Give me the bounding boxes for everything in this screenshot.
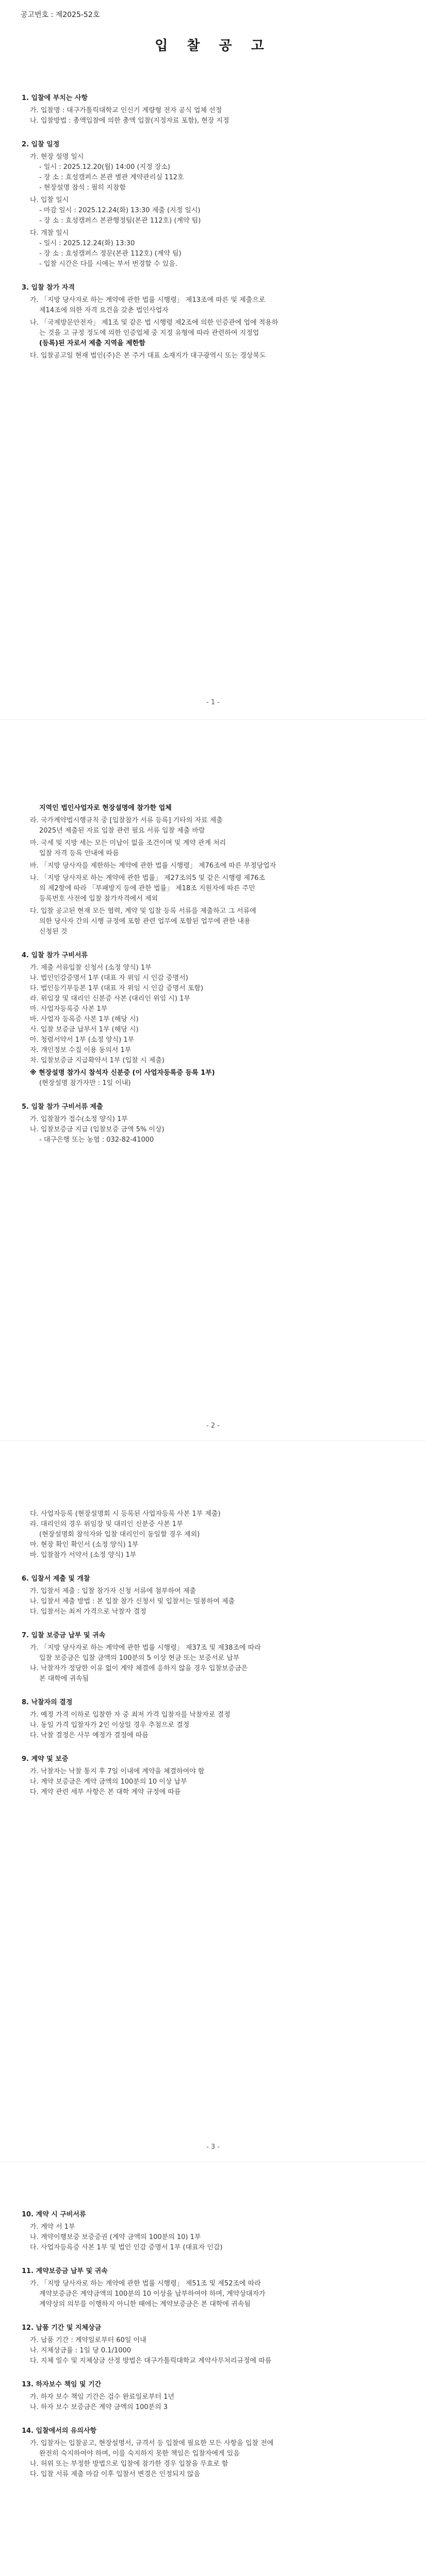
page-number: - 2 - xyxy=(206,1422,220,1430)
text-line: 입찰 보증금은 입찰 금액의 100분의 5 이상 현금 또는 보증서로 납부 xyxy=(39,1654,240,1662)
text-line: 다. 지체 일수 및 지체상금 산정 방법은 대구가톨릭대학교 계약사무처리규정에 따름 xyxy=(30,2357,272,2365)
text-line: 나. 계약 보증금은 계약 금액의 100분의 10 이상 납부 xyxy=(30,1778,187,1786)
note-line: (현장설명 참가자만 : 1일 이내) xyxy=(39,1079,131,1087)
text-line: - 일시 : 2025.12.24(화) 13:30 xyxy=(39,240,135,247)
document-title: 입 찰 공 고 xyxy=(155,38,271,54)
text-line: 다. 입찰 서류 제출 마감 이후 입찰서 변경은 인정되지 않음 xyxy=(30,2470,201,2478)
list-item: 자. 개인정보 수집 이용 동의서 1부 xyxy=(30,1046,132,1054)
text-line: 2025년 제출된 자료 입찰 관련 필요 서류 입찰 제출 바람 xyxy=(39,827,205,835)
list-item: 다. 법인등기부등본 1부 (대표 자 위임 시 인감 증명서 포함) xyxy=(30,985,204,992)
text-line: 나. 하자 보수 보증금은 계약 금액의 100분의 3 xyxy=(30,2403,168,2411)
text-line: 완전히 숙지하여야 하며, 이를 숙지하지 못한 책임은 입찰자에게 있음 xyxy=(39,2450,240,2458)
text-line: 가. 낙찰자는 낙찰 통지 후 7일 이내에 계약을 체결하여야 함 xyxy=(30,1768,205,1775)
text-line: 마. 현장 확인 확인서 (소정 양식) 1부 xyxy=(30,1541,139,1549)
text-line: 다. 입찰서는 최저 가격으로 낙찰자 결정 xyxy=(30,1608,146,1616)
section-heading: 10. 계약 시 구비서류 xyxy=(22,2211,86,2218)
text-line: 가. 입찰참가 접수(소정 양식) 1부 xyxy=(30,1115,128,1123)
text-line: 가. 입찰명 : 대구가톨릭대학교 인신기 계량형 전자 공식 업체 선정 xyxy=(30,107,222,114)
section-heading: 4. 입찰 참가 구비서류 xyxy=(22,952,88,959)
text-line: 다. 낙찰 결정은 사무 예정가 결정에 따름 xyxy=(30,1732,149,1739)
text-line: 나. 입찰보증금 지급 (입찰보증 금액 5% 이상) xyxy=(30,1126,165,1133)
text-line: 의 제2항에 따라 「부패방지 등에 관한 법률」 제18조 지원자에 따른 주민 xyxy=(39,885,255,892)
list-item: 바. 사업자 등록증 사본 1부 (해당 시) xyxy=(30,1015,139,1023)
section-heading: 11. 계약보증금 납부 및 귀속 xyxy=(22,2267,108,2275)
list-item: 나. 계약이행보증 보증증권 (계약 금액의 100분의 10) 1부 xyxy=(30,2233,201,2241)
section-heading: 14. 입찰에서의 유의사항 xyxy=(22,2427,97,2435)
text-line: 나. 동일 가격 입찰자가 2인 이상일 경우 추첨으로 결정 xyxy=(30,1721,190,1729)
document-page-1 xyxy=(0,0,426,716)
document-page-4 xyxy=(0,2164,426,2576)
text-line: - 대구은행 또는 농협 : 032-82-41000 xyxy=(39,1136,154,1144)
text-line: - 입찰 시간은 다를 시에는 부서 번경할 수 있음. xyxy=(39,260,177,268)
text-line: 라. 국가계약법시행규칙 중 [입찰참가 서류 등록] 기타의 자료 제출 xyxy=(30,817,223,824)
text-line: 바. 「지방 당사자를 제한하는 계약에 관한 법률 시행령」 제76조에 따른 부정당업자 xyxy=(30,862,276,870)
section-heading: 5. 입찰 참가 구비서류 제출 xyxy=(22,1103,103,1111)
text-line: 나. 낙찰자가 정당한 이유 없이 계약 체결에 응하지 않을 경우 입찰보증금은 xyxy=(30,1665,248,1672)
text-line: 등록번호 사전에 입찰 참가자격에서 제외 xyxy=(39,895,158,903)
text-line: - 마감 일시 : 2025.12.24(화) 13:30 제출 (지정 일시) xyxy=(39,207,201,214)
text-line: 다. 입찰 공고된 현재 모든 협력, 계약 및 입찰 등록 서류를 제출하고 그 서류에 xyxy=(30,907,256,915)
text-line: 계약상의 의무를 이행하지 아니한 때에는 계약보증금은 본 대학에 귀속됨 xyxy=(39,2300,251,2308)
text-line: 가. 예정 가격 이하로 입찰한 자 중 최저 가격 입찰자를 낙찰자로 결정 xyxy=(30,1711,231,1719)
page-divider xyxy=(0,719,426,720)
text-line: 마. 국세 및 지방 세는 모든 미납이 없을 조건이며 및 계약 관계 처리 xyxy=(30,839,226,847)
text-line: 가. 하자 보수 책임 기간은 검수 완료일로부터 1년 xyxy=(30,2393,174,2401)
text-line: 나. 「지방 당사자로 하는 계약에 관한 법률」 제27조의5 및 같은 시행령 제76조 xyxy=(30,874,266,882)
list-item: 차. 입찰보증금 지급확약서 1부 (입찰 시 제출) xyxy=(30,1057,165,1064)
text-line: (현장설명회 참석자와 입찰 대리인이 동일할 경우 제외) xyxy=(39,1531,200,1538)
text-line: 는 것을 고 규정 정도에 의한 인증업체 중 지정 유형에 따라 관련하여 지정업 xyxy=(39,329,259,337)
section-heading: 3. 입찰 참가 자격 xyxy=(22,284,75,292)
text-line: 입찰 자격 등록 안내에 따름 xyxy=(39,850,119,857)
text-line: 가. 「지방 당사자로 하는 계약에 관한 법률 시행령」 제13조에 따른 및 제출으로 xyxy=(30,296,266,304)
text-line: 다. 개찰 일시 xyxy=(30,229,69,237)
section-heading: 1. 입찰에 부치는 사항 xyxy=(22,94,88,102)
text-line: 본 대학에 귀속됨 xyxy=(39,1675,89,1683)
text-line: 나. 지체상금률 : 1일 당 0.1/1000 xyxy=(30,2347,132,2354)
text-line: 제14조에 의한 자격 요건을 갖춘 법인사업자 xyxy=(39,307,169,314)
text-line: - 장 소 : 효성캠퍼스 본관행정팀(본관 112호) (계약 팀) xyxy=(39,217,201,225)
list-item: 가. 계약 서 1부 xyxy=(30,2223,75,2231)
text-line: 나. 입찰서 제출 방법 : 본 입찰 참가 신청서 및 입찰서는 밀봉하여 제출 xyxy=(30,1598,235,1605)
text-line: - 장 소 : 효성캠퍼스 정문(본관 112호) (계약 팀) xyxy=(39,250,182,258)
text-line: 나. 「국제방문안전자」 제1조 및 같은 법 시행령 제2조에 의한 인증관에 업에 적용하 xyxy=(30,319,278,327)
section-heading: 9. 계약 및 보증 xyxy=(22,1755,69,1763)
text-line: 가. 「지방 당사자로 하는 계약에 관한 법률 시행령」 제37조 및 제38조에 따라 xyxy=(30,1644,261,1652)
text-line: 다. 사업자등록 (현장설명회 시 등록된 사업자등록 사본 1부 제출) xyxy=(30,1510,221,1518)
section-heading: 13. 하자보수 책임 및 기간 xyxy=(22,2381,102,2388)
text-line: 나. 허위 또는 부정한 방법으로 입찰에 참가한 경우 입찰을 무효로 함 xyxy=(30,2460,228,2468)
text-line: 나. 입찰방법 : 총액입찰에 의한 총액 입찰(지정자료 포함), 현장 지정 xyxy=(30,117,230,125)
text-line: 가. 입찰자는 입찰공고, 현장설명서, 규격서 등 입찰에 필요한 모든 사항을 입찰 전에 xyxy=(30,2439,274,2447)
text-line: 지역인 법인사업자로 현장설명에 참가한 업체 xyxy=(39,804,172,812)
text-line: 가. 「지방 당사자로 하는 계약에 관한 법률 시행령」 제51조 및 제52조에 따라 xyxy=(30,2280,261,2287)
list-item: 라. 위임장 및 대리인 신분증 사본 (대리인 위임 시) 1부 xyxy=(30,995,190,1003)
page-number: - 3 - xyxy=(206,2143,220,2151)
document-page-2 xyxy=(0,721,426,1437)
text-line: 계약보증금은 계약금액의 100분의 10 이상을 납부하여야 하며, 계약상대자가 xyxy=(39,2290,266,2298)
page-number: - 1 - xyxy=(206,699,220,706)
section-heading: 2. 입찰 일정 xyxy=(22,141,60,148)
text-line: - 장 소 : 효성캠퍼스 본관 별관 계약관리실 112호 xyxy=(39,174,184,181)
section-heading: 12. 납품 기간 및 지체상금 xyxy=(22,2324,102,2332)
section-heading: 8. 낙찰자의 결정 xyxy=(22,1699,73,1706)
list-item: 마. 사업자등록증 사본 1부 xyxy=(30,1005,108,1013)
text-line: - 현장설명 참석 : 필히 지참함 xyxy=(39,184,126,192)
text-line: 다. 계약 관련 세부 사항은 본 대학 계약 규정에 따름 xyxy=(30,1788,181,1796)
text-line: 다. 입찰공고일 현재 법인(주)은 본 주거 대표 소재지가 대구광역시 또는 경상북도 xyxy=(30,352,266,360)
text-line: 가. 입찰서 제출 : 입찰 참가자 신청 서류에 첨부하여 제출 xyxy=(30,1587,196,1595)
text-line: 신청된 것 xyxy=(39,928,68,936)
text-line: 바. 입찰참가 서약서 (소정 양식) 1부 xyxy=(30,1551,137,1559)
list-item: 아. 청렴서약서 1부 (소정 양식) 1부 xyxy=(30,1036,135,1044)
section-heading: 6. 입찰서 제출 및 개찰 xyxy=(22,1575,90,1583)
list-item: 다. 사업자등록증 사본 1부 및 법인 인감 증명서 1부 (대표자 인감) xyxy=(30,2244,223,2251)
text-line: 가. 납품 기간 : 계약일로부터 60일 이내 xyxy=(30,2336,146,2344)
list-item: 나. 법인인감증명서 1부 (대표 자 위임 시 인감 증명서) xyxy=(30,974,188,982)
document-page-3 xyxy=(0,1443,426,2159)
note-line: ※ 현장설명 참가시 참석자 신분증 (이 사업자등록증 등록 1부) xyxy=(30,1069,215,1077)
text-line: (등록)된 자로서 제출 지역을 제한함 xyxy=(39,340,145,347)
text-line: 라. 대리인의 경우 위임장 및 대리인 신분증 사본 1부 xyxy=(30,1520,183,1528)
list-item: 가. 제출 서류입찰 신청서 (소정 양식) 1부 xyxy=(30,964,152,972)
text-line: 의한 당사자 간의 시행 규정에 포함 관련 업무에 포함된 업무에 관한 내용 xyxy=(39,918,251,925)
list-item: 사. 입찰 보증금 납부서 1부 (해당 시) xyxy=(30,1026,139,1033)
text-line: 나. 입찰 일시 xyxy=(30,196,69,204)
reference-number: 공고번호 : 제2025-52호 xyxy=(21,11,100,19)
page-divider xyxy=(0,1440,426,1441)
section-heading: 7. 입찰 보증금 납부 및 귀속 xyxy=(22,1632,106,1639)
text-line: - 일시 : 2025.12.20(월) 14:00 (지정 장소) xyxy=(39,163,170,171)
text-line: 가. 현장 설명 일시 xyxy=(30,153,84,161)
